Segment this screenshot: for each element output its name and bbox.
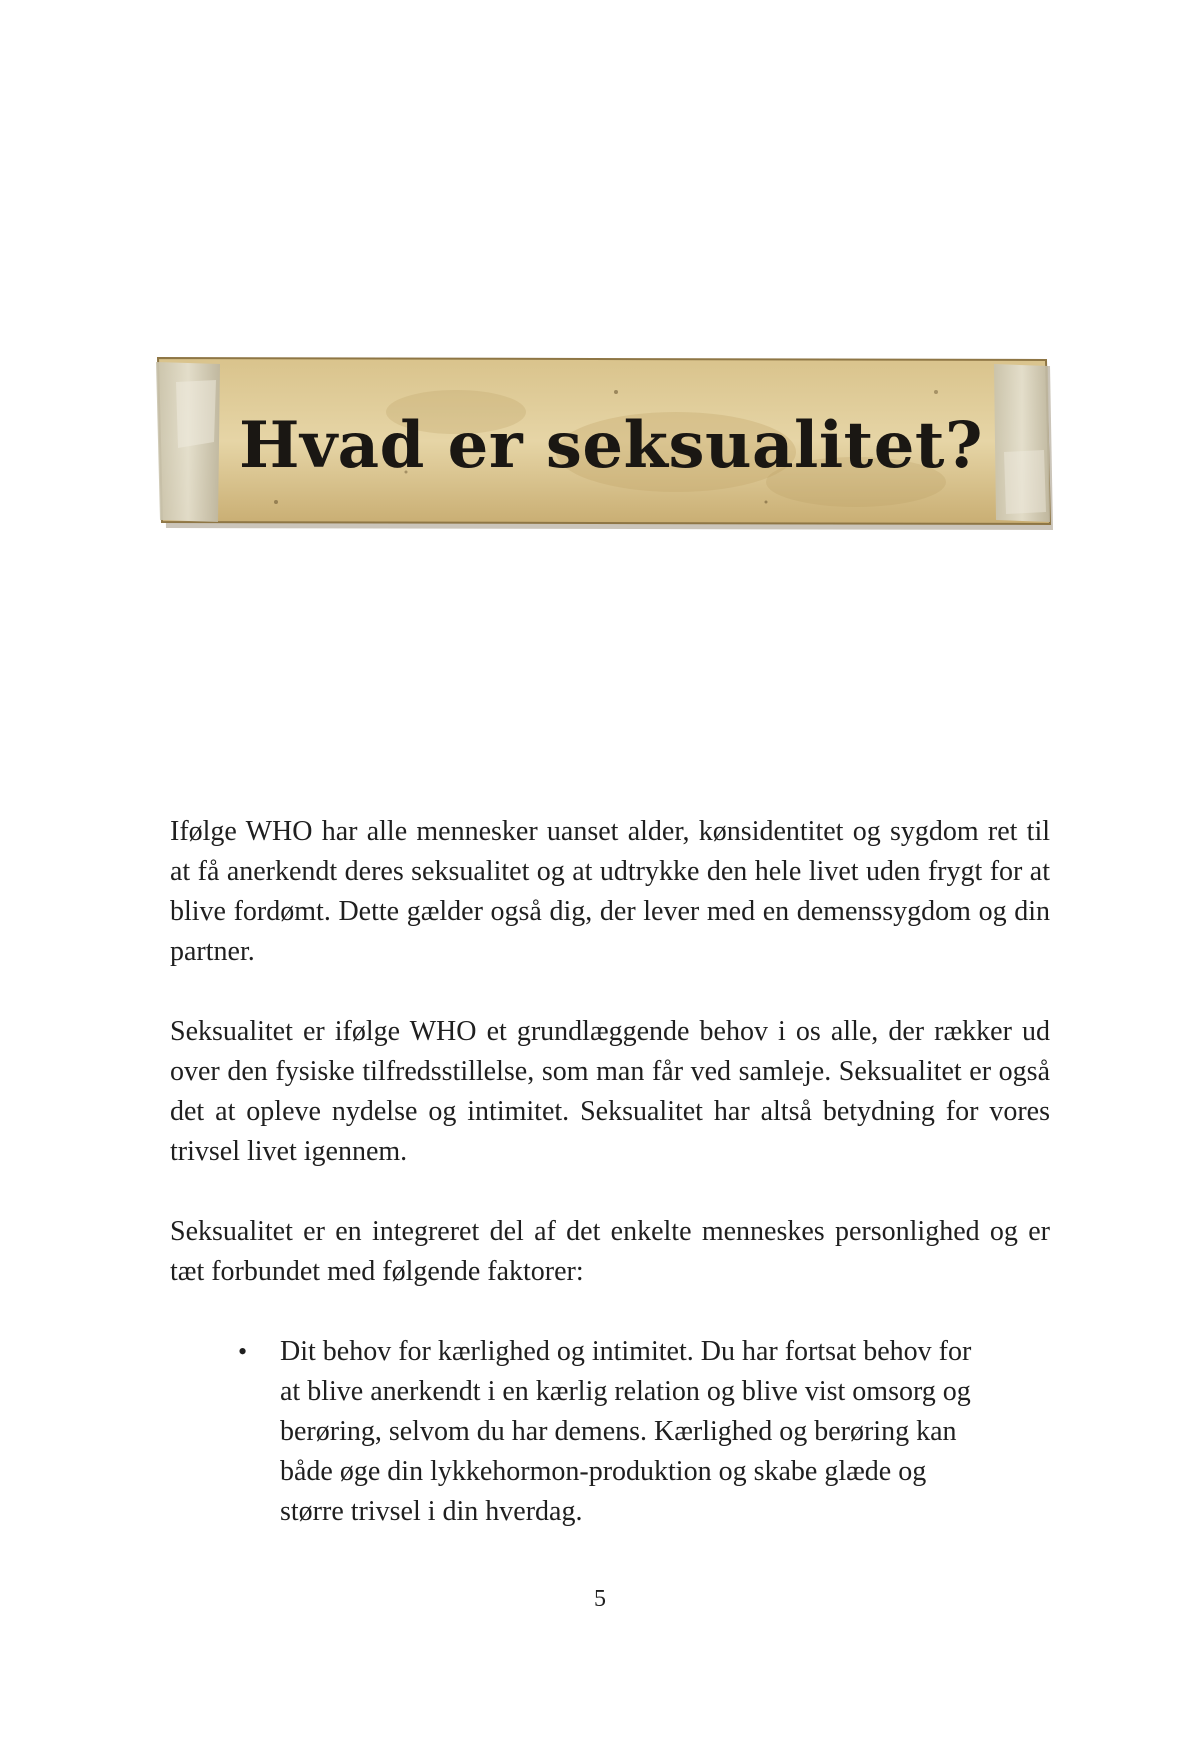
body-text xyxy=(170,812,1050,1532)
page-title: Hvad er seksualitet? xyxy=(239,407,983,483)
paragraph-3: Seksualitet er en integreret del af det enkelte menneskes personlighed og er tæt forbundet med følgende faktorer: xyxy=(170,1216,1050,1287)
list-item xyxy=(238,1332,995,1532)
list-item-text: Dit behov for kærlighed og intimitet. Du har fortsat behov for at blive anerkendt i en kærlig relation og blive vist omsorg og berøring, selvom du har demens. Kærlighed og berøring kan både øge din lykkehormon-produktion og skabe glæde og større trivsel i din hverdag. xyxy=(280,1336,972,1527)
title-banner xyxy=(156,352,1056,538)
page-number: 5 xyxy=(594,1586,606,1612)
paragraph-2: Seksualitet er ifølge WHO et grundlæggende behov i os alle, der rækker ud over den fysiske tilfredsstillelse, som man får ved samleje. Seksualitet er også det at opleve nydelse og intimitet. Seksualitet har altså betydning for vores trivsel livet igennem. xyxy=(170,1016,1050,1167)
bullet-list xyxy=(170,1332,1050,1532)
paragraph-1: Ifølge WHO har alle mennesker uanset alder, kønsidentitet og sygdom ret til at få anerkendt deres seksualitet og at udtrykke den hele livet uden frygt for at blive fordømt. Dette gælder også dig, der lever med en demenssygdom og din partner. xyxy=(170,816,1050,967)
bullet-icon: • xyxy=(238,1337,248,1366)
